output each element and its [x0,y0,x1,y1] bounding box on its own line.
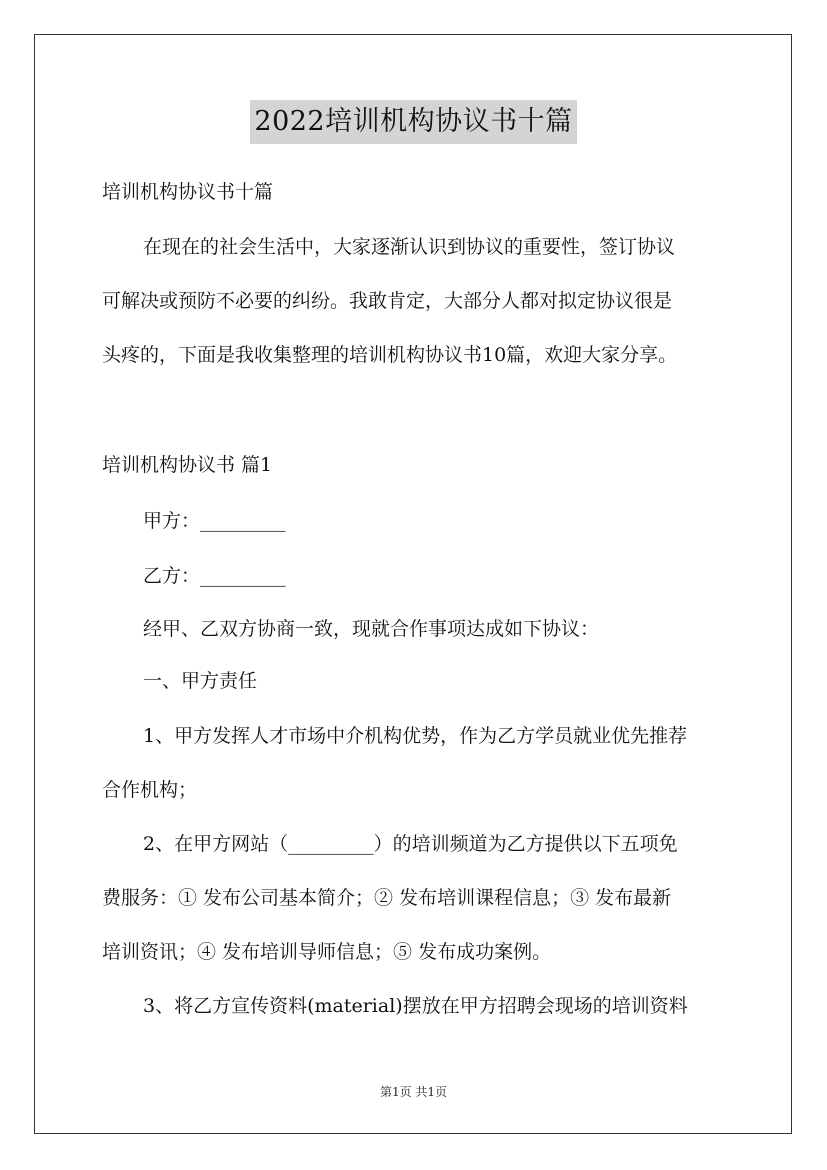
party-b-line: 乙方：_________ [143,565,286,587]
item-2-line-3: 培训资讯；④ 发布培训导师信息；⑤ 发布成功案例。 [102,941,552,963]
item-1-line-2: 合作机构； [102,779,198,801]
section-heading: 培训机构协议书 篇1 [102,454,273,476]
intro-line-2: 可解决或预防不必要的纠纷。我敢肯定，大部分人都对拟定协议很是 [102,290,673,312]
title-container [0,100,827,144]
item-1-line-1: 1、甲方发挥人才市场中介机构优势，作为乙方学员就业优先推荐 [143,725,688,747]
agreement-statement: 经甲、乙双方协商一致，现就合作事项达成如下协议： [143,618,600,640]
clause-heading: 一、甲方责任 [143,670,258,692]
page-footer: 第1页 共1页 [379,1085,448,1099]
intro-line-1: 在现在的社会生活中，大家逐渐认识到协议的重要性，签订协议 [143,236,676,258]
document-title: 2022培训机构协议书十篇 [250,100,576,144]
document-subtitle: 培训机构协议书十篇 [102,181,274,203]
item-2-line-2: 费服务：① 发布公司基本简介；② 发布培训课程信息；③ 发布最新 [102,887,672,909]
intro-line-3: 头疼的，下面是我收集整理的培训机构协议书10篇，欢迎大家分享。 [102,344,678,366]
party-a-line: 甲方：_________ [143,510,286,532]
item-2-line-1: 2、在甲方网站（_________）的培训频道为乙方提供以下五项免 [143,833,678,855]
item-3-line-1: 3、将乙方宣传资料(material)摆放在甲方招聘会现场的培训资料 [143,995,688,1017]
